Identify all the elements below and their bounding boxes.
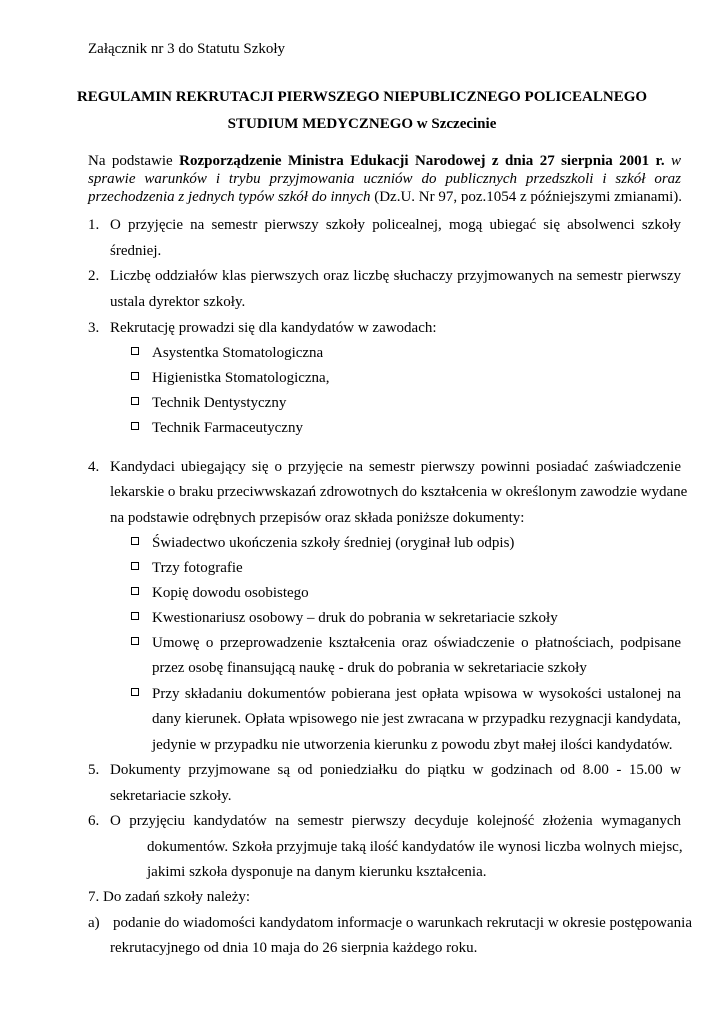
intro-line-3: przechodzenia z jednych typów szkół do innych (Dz.U. Nr 97, poz.1054 z późniejszymi zmianami).	[88, 189, 683, 205]
checkbox-bullet-icon	[131, 688, 139, 696]
item-1-number: 1.	[88, 217, 100, 233]
document-item: Kopię dowodu osobistego	[131, 585, 309, 602]
intro-paragraph	[88, 152, 681, 206]
checkbox-bullet-icon	[131, 637, 139, 645]
profession-item: Asystentka Stomatologiczna	[131, 345, 323, 362]
document-item-line: dany kierunek. Opłata wpisowego nie jest zwracana w przypadku rezygnacji kandydata,	[152, 711, 681, 727]
document-item: Trzy fotografie	[131, 560, 243, 577]
item-2-line-2: ustala dyrektor szkoły.	[110, 294, 246, 310]
item-5-number: 5.	[88, 762, 100, 778]
item-2-number: 2.	[88, 268, 100, 284]
item-5-line-2: sekretariacie szkoły.	[110, 788, 232, 804]
item-3-line-1: Rekrutację prowadzi się dla kandydatów w zawodach:	[110, 320, 437, 336]
title-line-2: STUDIUM MEDYCZNEGO w Szczecinie	[227, 116, 497, 132]
item-4-line-1: Kandydaci ubiegający się o przyjęcie na semestr pierwszy powinni posiadać zaświadczenie	[110, 459, 681, 475]
item-a-line-1: podanie do wiadomości kandydatom informacje o warunkach rekrutacji w okresie postępowania	[113, 915, 692, 931]
checkbox-bullet-icon	[131, 562, 139, 570]
checkbox-bullet-icon	[131, 347, 139, 355]
intro-line-1: Na podstawie Rozporządzenie Ministra Edukacji Narodowej z dnia 27 sierpnia 2001 r. w	[88, 153, 681, 169]
item-6-line-3: jakimi szkoła dysponuje na danym kierunku kształcenia.	[147, 864, 487, 880]
checkbox-bullet-icon	[131, 587, 139, 595]
checkbox-bullet-icon	[131, 537, 139, 545]
item-6-line-2: dokumentów. Szkoła przyjmuje taką ilość kandydatów ile wynosi liczba wolnych miejsc,	[147, 839, 683, 855]
checkbox-bullet-icon	[131, 422, 139, 430]
item-7-heading: 7. Do zadań szkoły należy:	[88, 889, 251, 905]
item-a-label: a)	[88, 915, 100, 931]
document-item-bullet	[131, 686, 152, 703]
item-4-line-2: lekarskie o braku przeciwwskazań zdrowotnych do kształcenia w określonym zawodzie wydane	[110, 484, 688, 500]
document-item-line: Przy składaniu dokumentów pobierana jest opłata wpisowa w wysokości ustalonej na	[152, 686, 681, 702]
checkbox-bullet-icon	[131, 372, 139, 380]
item-4-line-3: na podstawie odrębnych przepisów oraz składa poniższe dokumenty:	[110, 510, 525, 526]
checkbox-bullet-icon	[131, 397, 139, 405]
document-item: Kwestionariusz osobowy – druk do pobrania w sekretariacie szkoły	[131, 610, 558, 627]
item-a-line-2: rekrutacyjnego od dnia 10 maja do 26 sierpnia każdego roku.	[110, 940, 478, 956]
profession-item: Higienistka Stomatologiczna,	[131, 370, 329, 387]
regulation-name: Rozporządzenie Ministra Edukacji Narodowej z dnia 27 sierpnia 2001 r.	[179, 153, 665, 169]
item-3-number: 3.	[88, 320, 100, 336]
item-6-number: 6.	[88, 813, 100, 829]
document-item: Świadectwo ukończenia szkoły średniej (oryginał lub odpis)	[131, 535, 514, 552]
document-item-line: Umowę o przeprowadzenie kształcenia oraz oświadczenie o płatnościach, podpisane	[152, 635, 681, 651]
intro-line-2: sprawie warunków i trybu przyjmowania uczniów do publicznych przedszkoli i szkół oraz	[88, 171, 681, 187]
document-item-line: przez osobę finansującą naukę - druk do pobrania w sekretariacie szkoły	[152, 660, 587, 676]
profession-item: Technik Dentystyczny	[131, 395, 286, 412]
item-6-line-1: O przyjęciu kandydatów na semestr pierwszy decyduje kolejność złożenia wymaganych	[110, 813, 681, 829]
attachment-header: Załącznik nr 3 do Statutu Szkoły	[88, 41, 286, 57]
item-2-line-1: Liczbę oddziałów klas pierwszych oraz liczbę słuchaczy przyjmowanych na semestr pierwszy	[110, 268, 681, 284]
profession-item: Technik Farmaceutyczny	[131, 420, 303, 437]
item-5-line-1: Dokumenty przyjmowane są od poniedziałku do piątku w godzinach od 8.00 - 15.00 w	[110, 762, 681, 778]
item-1-line-2: średniej.	[110, 243, 162, 259]
checkbox-bullet-icon	[131, 612, 139, 620]
document-item-line: jedynie w przypadku nie utworzenia kierunku z powodu zbyt małej ilości kandydatów.	[152, 737, 673, 753]
document-item-bullet	[131, 635, 152, 652]
item-1-line-1: O przyjęcie na semestr pierwszy szkoły policealnej, mogą ubiegać się absolwenci szkoły	[110, 217, 681, 233]
title-line-1: REGULAMIN REKRUTACJI PIERWSZEGO NIEPUBLICZNEGO POLICEALNEGO	[76, 89, 648, 105]
item-4-number: 4.	[88, 459, 100, 475]
